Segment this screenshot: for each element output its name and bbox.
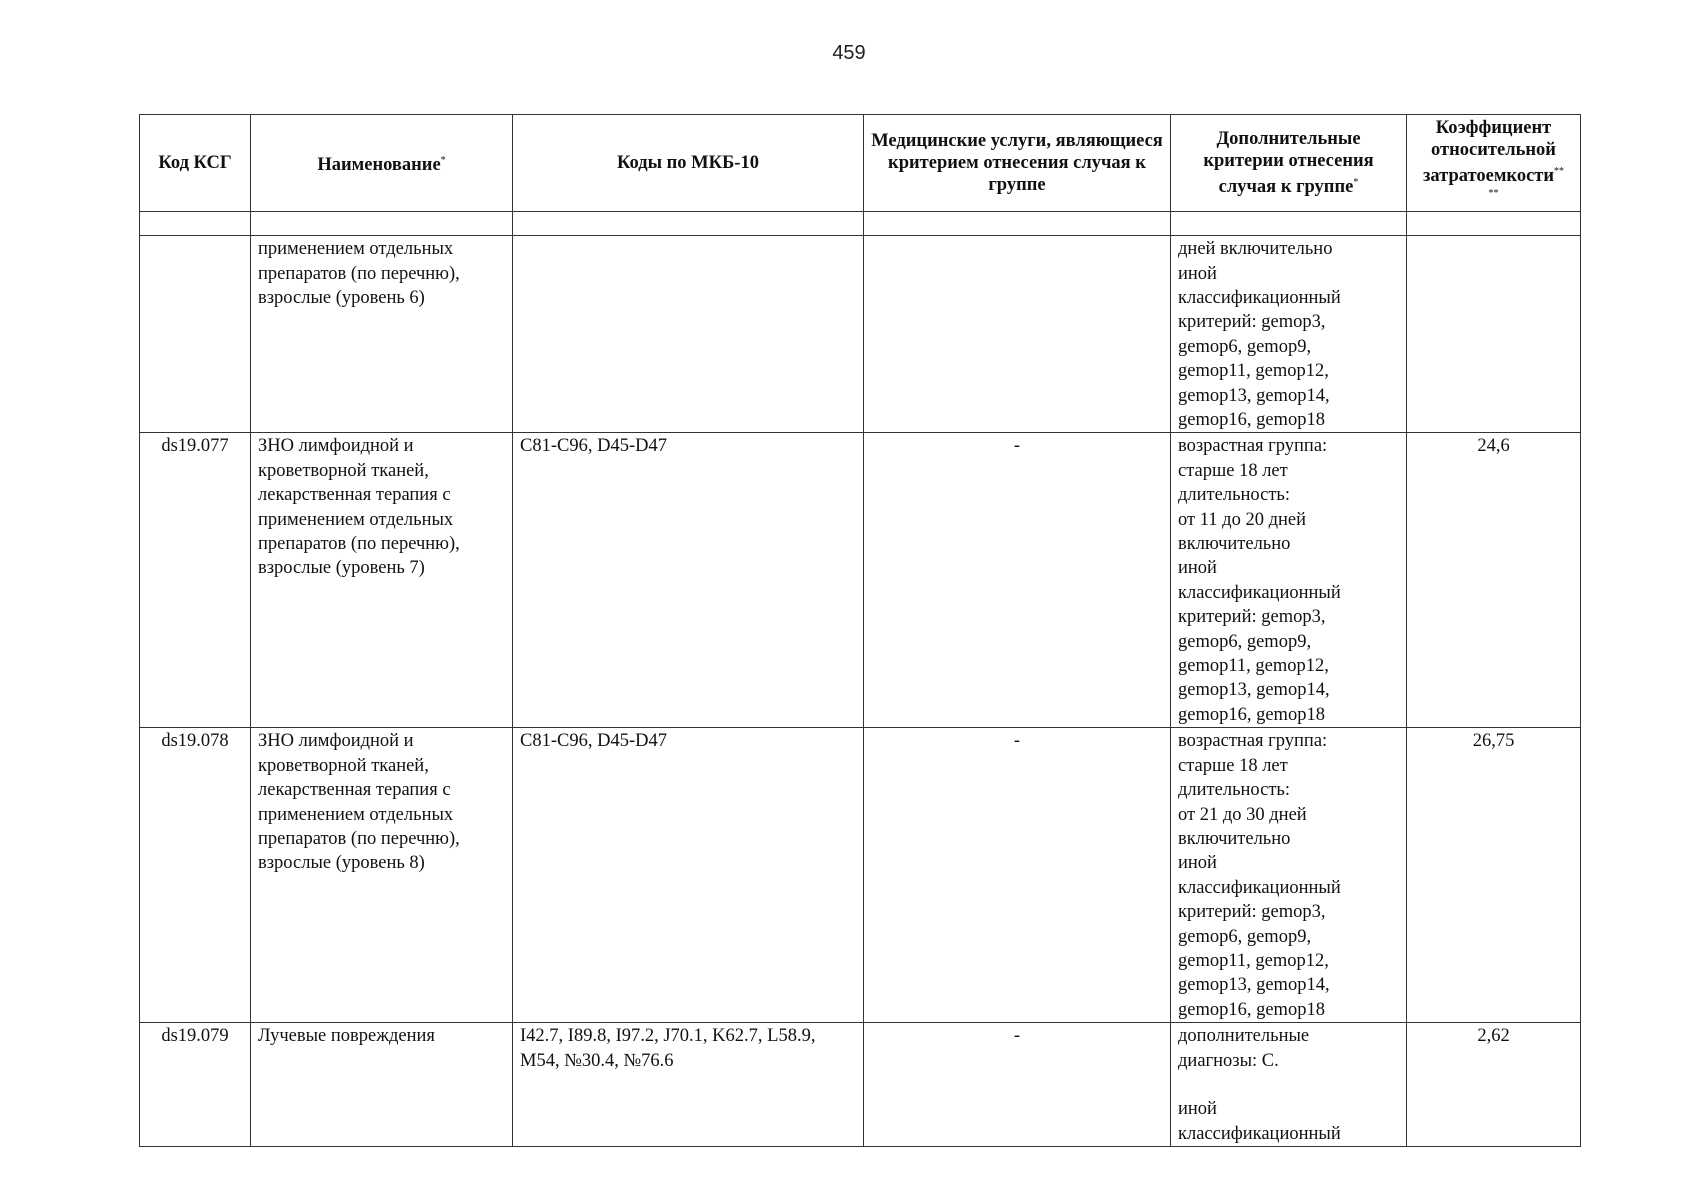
cell-icd: I42.7, I89.8, I97.2, J70.1, K62.7, L58.9, M54, №30.4, №76.6 <box>513 1023 864 1147</box>
table-row <box>140 433 1581 728</box>
spacer-cell <box>140 212 251 236</box>
cell-criteria: возрастная группа: старше 18 лет длительность: от 21 до 30 дней включительно иной классификационный критерий: gemop3, gemop6, gemop9, gemop11, gemop12, gemop13, gemop14, gemop16, gemop18 <box>1171 728 1407 1023</box>
ksg-table <box>139 114 1581 1147</box>
table-header-row <box>140 115 1581 212</box>
footnote-mark: * <box>1353 177 1359 188</box>
header-icd: Коды по МКБ-10 <box>513 115 864 212</box>
cell-coef: 26,75 <box>1407 728 1581 1023</box>
cell-coef <box>1407 236 1581 433</box>
cell-icd <box>513 236 864 433</box>
table-row <box>140 728 1581 1023</box>
spacer-cell <box>1171 212 1407 236</box>
table-row <box>140 1023 1581 1147</box>
cell-icd: C81-C96, D45-D47 <box>513 433 864 728</box>
spacer-cell <box>251 212 513 236</box>
header-coef: Коэффициент относительной затратоемкости** ** <box>1407 115 1581 212</box>
cell-code <box>140 236 251 433</box>
cell-services: - <box>864 433 1171 728</box>
cell-name: ЗНО лимфоидной и кроветворной тканей, лекарственная терапия с применением отдельных препаратов (по перечню), взрослые (уровень 7) <box>251 433 513 728</box>
cell-icd: C81-C96, D45-D47 <box>513 728 864 1023</box>
page-number: 459 <box>832 42 866 64</box>
header-services: Медицинские услуги, являющиеся критерием отнесения случая к группе <box>864 115 1171 212</box>
cell-code: ds19.077 <box>140 433 251 728</box>
cell-services <box>864 236 1171 433</box>
spacer-row <box>140 212 1581 236</box>
footnote-mark: * <box>440 155 446 166</box>
table-row <box>140 236 1581 433</box>
header-name: Наименование* <box>251 115 513 212</box>
cell-criteria: возрастная группа: старше 18 лет длительность: от 11 до 20 дней включительно иной классификационный критерий: gemop3, gemop6, gemop9, gemop11, gemop12, gemop13, gemop14, gemop16, gemop18 <box>1171 433 1407 728</box>
cell-services: - <box>864 1023 1171 1147</box>
cell-name: ЗНО лимфоидной и кроветворной тканей, лекарственная терапия с применением отдельных препаратов (по перечню), взрослые (уровень 8) <box>251 728 513 1023</box>
cell-code: ds19.078 <box>140 728 251 1023</box>
cell-code: ds19.079 <box>140 1023 251 1147</box>
spacer-cell <box>864 212 1171 236</box>
header-criteria: Дополнительные критерии отнесения случая к группе* <box>1171 115 1407 212</box>
cell-coef: 2,62 <box>1407 1023 1581 1147</box>
spacer-cell <box>513 212 864 236</box>
cell-coef: 24,6 <box>1407 433 1581 728</box>
spacer-cell <box>1407 212 1581 236</box>
cell-services: - <box>864 728 1171 1023</box>
cell-name: Лучевые повреждения <box>251 1023 513 1147</box>
footnote-mark: ** <box>1488 188 1499 199</box>
cell-criteria: дней включительно иной классификационный критерий: gemop3, gemop6, gemop9, gemop11, gemop12, gemop13, gemop14, gemop16, gemop18 <box>1171 236 1407 433</box>
header-code: Код КСГ <box>140 115 251 212</box>
cell-criteria: дополнительные диагнозы: С. иной классификационный <box>1171 1023 1407 1147</box>
footnote-mark: ** <box>1554 166 1565 177</box>
cell-name: применением отдельных препаратов (по перечню), взрослые (уровень 6) <box>251 236 513 433</box>
